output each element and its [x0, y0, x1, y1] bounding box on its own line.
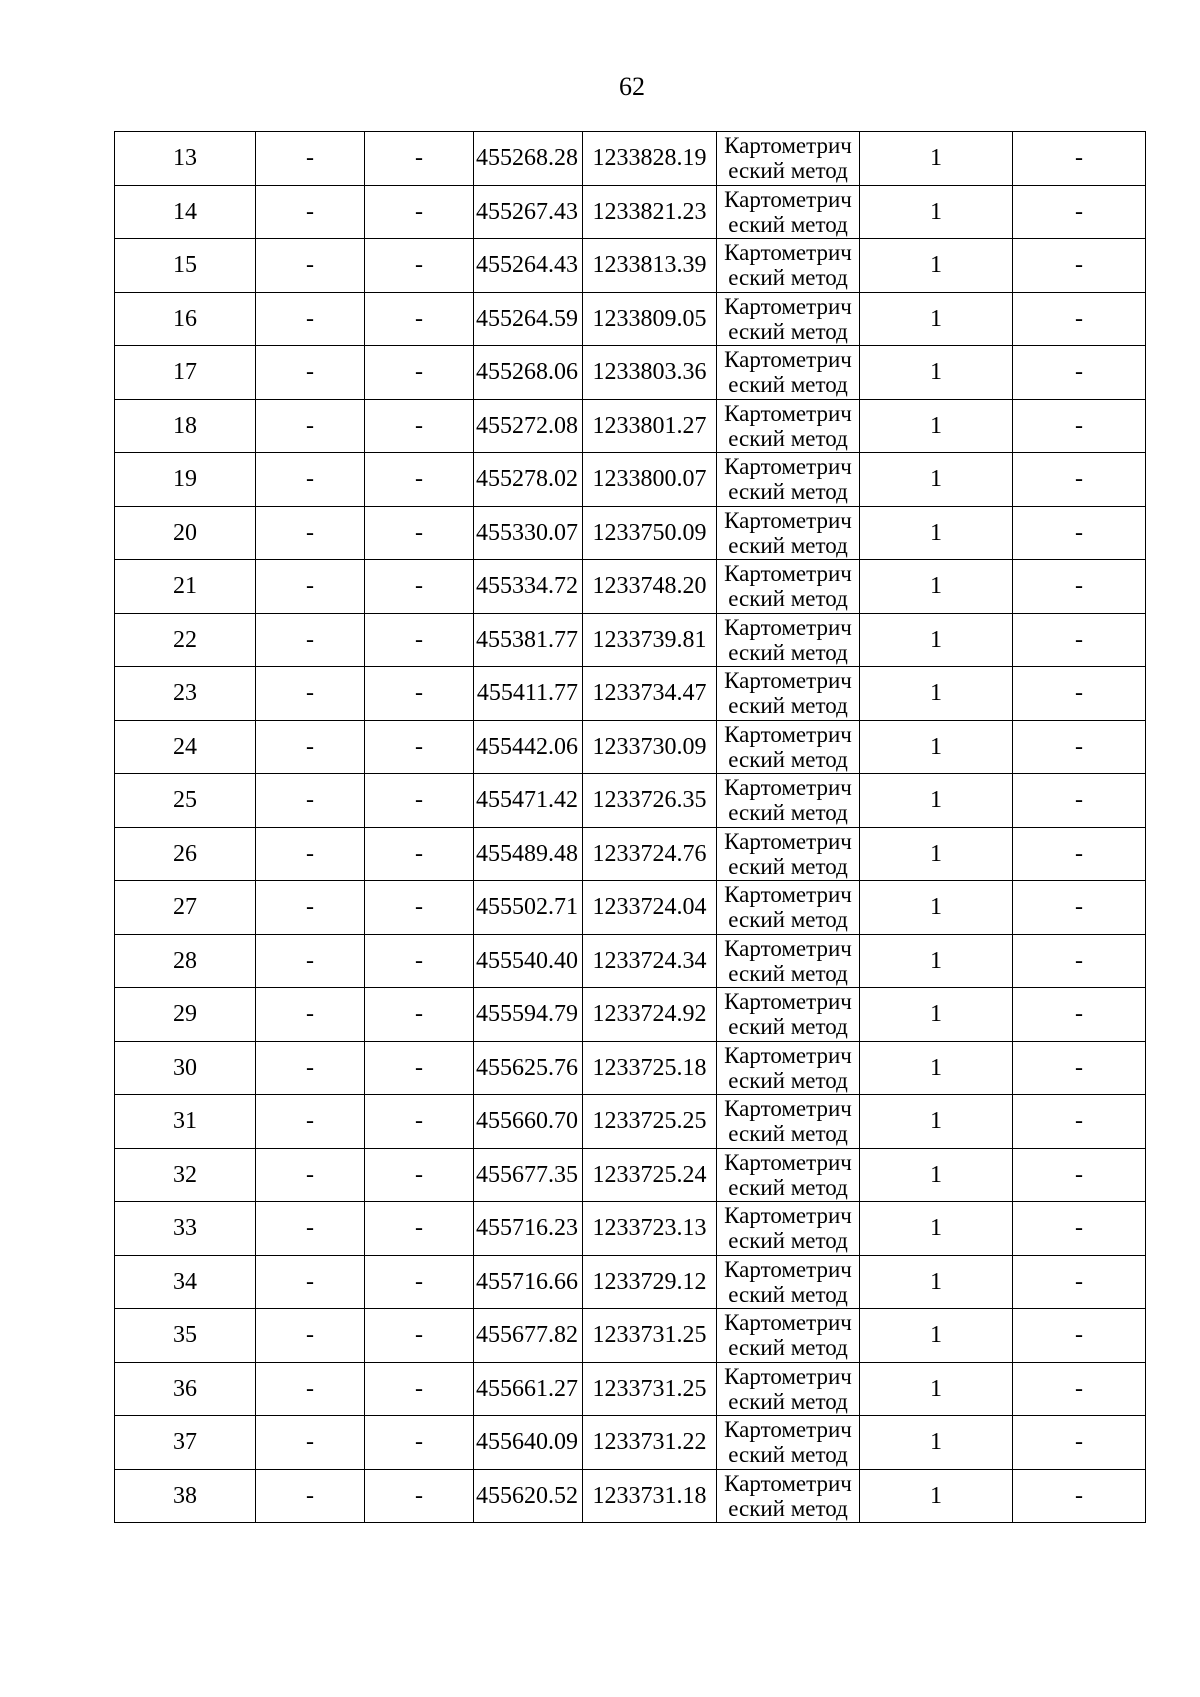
point-number-cell: 25	[115, 774, 256, 828]
method-cell: Картометрический метод	[717, 613, 860, 667]
note-cell: -	[1013, 453, 1146, 507]
x-coordinate-cell: 455268.28	[474, 132, 583, 186]
accuracy-cell: 1	[860, 132, 1013, 186]
accuracy-cell: 1	[860, 1362, 1013, 1416]
empty-value-cell: -	[256, 720, 365, 774]
accuracy-cell: 1	[860, 399, 1013, 453]
empty-value-cell: -	[256, 934, 365, 988]
y-coordinate-cell: 1233731.25	[583, 1309, 717, 1363]
empty-value-cell: -	[256, 1416, 365, 1470]
accuracy-cell: 1	[860, 934, 1013, 988]
accuracy-cell: 1	[860, 827, 1013, 881]
y-coordinate-cell: 1233723.13	[583, 1202, 717, 1256]
y-coordinate-cell: 1233801.27	[583, 399, 717, 453]
method-cell: Картометрический метод	[717, 934, 860, 988]
empty-value-cell: -	[256, 988, 365, 1042]
y-coordinate-cell: 1233809.05	[583, 292, 717, 346]
method-cell: Картометрический метод	[717, 827, 860, 881]
y-coordinate-cell: 1233750.09	[583, 506, 717, 560]
empty-value-cell: -	[365, 292, 474, 346]
empty-value-cell: -	[256, 239, 365, 293]
empty-value-cell: -	[365, 1041, 474, 1095]
x-coordinate-cell: 455660.70	[474, 1095, 583, 1149]
y-coordinate-cell: 1233725.25	[583, 1095, 717, 1149]
method-cell: Картометрический метод	[717, 185, 860, 239]
x-coordinate-cell: 455264.59	[474, 292, 583, 346]
note-cell: -	[1013, 1469, 1146, 1523]
empty-value-cell: -	[365, 185, 474, 239]
empty-value-cell: -	[365, 827, 474, 881]
empty-value-cell: -	[256, 881, 365, 935]
x-coordinate-cell: 455489.48	[474, 827, 583, 881]
method-cell: Картометрический метод	[717, 132, 860, 186]
method-cell: Картометрический метод	[717, 1202, 860, 1256]
table-row	[115, 1362, 1146, 1416]
method-cell: Картометрический метод	[717, 506, 860, 560]
accuracy-cell: 1	[860, 560, 1013, 614]
note-cell: -	[1013, 1148, 1146, 1202]
x-coordinate-cell: 455411.77	[474, 667, 583, 721]
accuracy-cell: 1	[860, 1041, 1013, 1095]
empty-value-cell: -	[256, 827, 365, 881]
empty-value-cell: -	[365, 132, 474, 186]
note-cell: -	[1013, 827, 1146, 881]
empty-value-cell: -	[365, 346, 474, 400]
method-cell: Картометрический метод	[717, 1416, 860, 1470]
note-cell: -	[1013, 1416, 1146, 1470]
empty-value-cell: -	[256, 1255, 365, 1309]
table-body	[115, 132, 1146, 1523]
method-cell: Картометрический метод	[717, 667, 860, 721]
point-number-cell: 38	[115, 1469, 256, 1523]
method-cell: Картометрический метод	[717, 1309, 860, 1363]
note-cell: -	[1013, 132, 1146, 186]
x-coordinate-cell: 455442.06	[474, 720, 583, 774]
accuracy-cell: 1	[860, 185, 1013, 239]
method-cell: Картометрический метод	[717, 1255, 860, 1309]
empty-value-cell: -	[365, 881, 474, 935]
table-row	[115, 934, 1146, 988]
empty-value-cell: -	[256, 667, 365, 721]
method-cell: Картометрический метод	[717, 292, 860, 346]
empty-value-cell: -	[365, 1362, 474, 1416]
accuracy-cell: 1	[860, 774, 1013, 828]
empty-value-cell: -	[365, 667, 474, 721]
accuracy-cell: 1	[860, 453, 1013, 507]
method-cell: Картометрический метод	[717, 453, 860, 507]
accuracy-cell: 1	[860, 667, 1013, 721]
point-number-cell: 17	[115, 346, 256, 400]
empty-value-cell: -	[256, 185, 365, 239]
y-coordinate-cell: 1233731.18	[583, 1469, 717, 1523]
y-coordinate-cell: 1233731.22	[583, 1416, 717, 1470]
accuracy-cell: 1	[860, 881, 1013, 935]
accuracy-cell: 1	[860, 1309, 1013, 1363]
table-row	[115, 881, 1146, 935]
x-coordinate-cell: 455594.79	[474, 988, 583, 1042]
accuracy-cell: 1	[860, 720, 1013, 774]
note-cell: -	[1013, 1095, 1146, 1149]
accuracy-cell: 1	[860, 988, 1013, 1042]
empty-value-cell: -	[365, 1416, 474, 1470]
point-number-cell: 22	[115, 613, 256, 667]
empty-value-cell: -	[256, 132, 365, 186]
accuracy-cell: 1	[860, 292, 1013, 346]
y-coordinate-cell: 1233803.36	[583, 346, 717, 400]
x-coordinate-cell: 455264.43	[474, 239, 583, 293]
point-number-cell: 23	[115, 667, 256, 721]
empty-value-cell: -	[256, 1309, 365, 1363]
empty-value-cell: -	[256, 774, 365, 828]
empty-value-cell: -	[256, 1469, 365, 1523]
method-cell: Картометрический метод	[717, 560, 860, 614]
point-number-cell: 26	[115, 827, 256, 881]
empty-value-cell: -	[256, 1362, 365, 1416]
table-row	[115, 185, 1146, 239]
table-row	[115, 613, 1146, 667]
accuracy-cell: 1	[860, 346, 1013, 400]
note-cell: -	[1013, 1202, 1146, 1256]
empty-value-cell: -	[256, 453, 365, 507]
accuracy-cell: 1	[860, 1416, 1013, 1470]
x-coordinate-cell: 455661.27	[474, 1362, 583, 1416]
point-number-cell: 13	[115, 132, 256, 186]
point-number-cell: 20	[115, 506, 256, 560]
point-number-cell: 35	[115, 1309, 256, 1363]
x-coordinate-cell: 455640.09	[474, 1416, 583, 1470]
note-cell: -	[1013, 613, 1146, 667]
empty-value-cell: -	[365, 453, 474, 507]
empty-value-cell: -	[256, 1041, 365, 1095]
empty-value-cell: -	[365, 506, 474, 560]
y-coordinate-cell: 1233828.19	[583, 132, 717, 186]
x-coordinate-cell: 455267.43	[474, 185, 583, 239]
x-coordinate-cell: 455620.52	[474, 1469, 583, 1523]
method-cell: Картометрический метод	[717, 881, 860, 935]
empty-value-cell: -	[365, 988, 474, 1042]
accuracy-cell: 1	[860, 239, 1013, 293]
method-cell: Картометрический метод	[717, 988, 860, 1042]
table-row	[115, 1148, 1146, 1202]
point-number-cell: 29	[115, 988, 256, 1042]
table-row	[115, 1309, 1146, 1363]
table-row	[115, 827, 1146, 881]
x-coordinate-cell: 455268.06	[474, 346, 583, 400]
y-coordinate-cell: 1233725.18	[583, 1041, 717, 1095]
note-cell: -	[1013, 720, 1146, 774]
accuracy-cell: 1	[860, 1095, 1013, 1149]
accuracy-cell: 1	[860, 506, 1013, 560]
y-coordinate-cell: 1233726.35	[583, 774, 717, 828]
method-cell: Картометрический метод	[717, 239, 860, 293]
accuracy-cell: 1	[860, 613, 1013, 667]
x-coordinate-cell: 455677.35	[474, 1148, 583, 1202]
accuracy-cell: 1	[860, 1202, 1013, 1256]
table-row	[115, 1469, 1146, 1523]
table-row	[115, 720, 1146, 774]
empty-value-cell: -	[256, 1095, 365, 1149]
table-row	[115, 239, 1146, 293]
table-row	[115, 1416, 1146, 1470]
x-coordinate-cell: 455334.72	[474, 560, 583, 614]
point-number-cell: 18	[115, 399, 256, 453]
point-number-cell: 34	[115, 1255, 256, 1309]
method-cell: Картометрический метод	[717, 720, 860, 774]
y-coordinate-cell: 1233724.76	[583, 827, 717, 881]
note-cell: -	[1013, 1255, 1146, 1309]
note-cell: -	[1013, 1041, 1146, 1095]
point-number-cell: 30	[115, 1041, 256, 1095]
table-row	[115, 1095, 1146, 1149]
method-cell: Картометрический метод	[717, 1041, 860, 1095]
table-row	[115, 346, 1146, 400]
empty-value-cell: -	[365, 560, 474, 614]
empty-value-cell: -	[365, 613, 474, 667]
note-cell: -	[1013, 881, 1146, 935]
point-number-cell: 37	[115, 1416, 256, 1470]
y-coordinate-cell: 1233724.04	[583, 881, 717, 935]
note-cell: -	[1013, 1362, 1146, 1416]
empty-value-cell: -	[256, 1148, 365, 1202]
table-row	[115, 988, 1146, 1042]
accuracy-cell: 1	[860, 1469, 1013, 1523]
empty-value-cell: -	[365, 1095, 474, 1149]
empty-value-cell: -	[365, 1148, 474, 1202]
empty-value-cell: -	[365, 720, 474, 774]
empty-value-cell: -	[365, 1202, 474, 1256]
note-cell: -	[1013, 560, 1146, 614]
empty-value-cell: -	[365, 399, 474, 453]
method-cell: Картометрический метод	[717, 399, 860, 453]
table-row	[115, 132, 1146, 186]
point-number-cell: 28	[115, 934, 256, 988]
empty-value-cell: -	[256, 506, 365, 560]
table-row	[115, 774, 1146, 828]
point-number-cell: 36	[115, 1362, 256, 1416]
method-cell: Картометрический метод	[717, 1095, 860, 1149]
note-cell: -	[1013, 239, 1146, 293]
point-number-cell: 27	[115, 881, 256, 935]
empty-value-cell: -	[256, 292, 365, 346]
empty-value-cell: -	[365, 239, 474, 293]
y-coordinate-cell: 1233813.39	[583, 239, 717, 293]
point-number-cell: 33	[115, 1202, 256, 1256]
note-cell: -	[1013, 988, 1146, 1042]
accuracy-cell: 1	[860, 1148, 1013, 1202]
y-coordinate-cell: 1233734.47	[583, 667, 717, 721]
point-number-cell: 19	[115, 453, 256, 507]
table-row	[115, 1202, 1146, 1256]
x-coordinate-cell: 455278.02	[474, 453, 583, 507]
x-coordinate-cell: 455502.71	[474, 881, 583, 935]
empty-value-cell: -	[365, 1469, 474, 1523]
point-number-cell: 32	[115, 1148, 256, 1202]
note-cell: -	[1013, 292, 1146, 346]
y-coordinate-cell: 1233800.07	[583, 453, 717, 507]
point-number-cell: 24	[115, 720, 256, 774]
point-number-cell: 15	[115, 239, 256, 293]
point-number-cell: 14	[115, 185, 256, 239]
table-row	[115, 453, 1146, 507]
note-cell: -	[1013, 934, 1146, 988]
point-number-cell: 16	[115, 292, 256, 346]
note-cell: -	[1013, 1309, 1146, 1363]
point-number-cell: 21	[115, 560, 256, 614]
x-coordinate-cell: 455625.76	[474, 1041, 583, 1095]
y-coordinate-cell: 1233724.34	[583, 934, 717, 988]
point-number-cell: 31	[115, 1095, 256, 1149]
empty-value-cell: -	[365, 774, 474, 828]
empty-value-cell: -	[256, 346, 365, 400]
x-coordinate-cell: 455330.07	[474, 506, 583, 560]
note-cell: -	[1013, 346, 1146, 400]
x-coordinate-cell: 455540.40	[474, 934, 583, 988]
empty-value-cell: -	[365, 1255, 474, 1309]
y-coordinate-cell: 1233748.20	[583, 560, 717, 614]
page-number: 62	[619, 72, 645, 101]
x-coordinate-cell: 455471.42	[474, 774, 583, 828]
x-coordinate-cell: 455381.77	[474, 613, 583, 667]
method-cell: Картометрический метод	[717, 1362, 860, 1416]
y-coordinate-cell: 1233724.92	[583, 988, 717, 1042]
table-row	[115, 506, 1146, 560]
table-row	[115, 667, 1146, 721]
y-coordinate-cell: 1233725.24	[583, 1148, 717, 1202]
empty-value-cell: -	[256, 399, 365, 453]
x-coordinate-cell: 455272.08	[474, 399, 583, 453]
accuracy-cell: 1	[860, 1255, 1013, 1309]
y-coordinate-cell: 1233731.25	[583, 1362, 717, 1416]
table-row	[115, 1255, 1146, 1309]
empty-value-cell: -	[256, 613, 365, 667]
y-coordinate-cell: 1233821.23	[583, 185, 717, 239]
coordinates-table	[114, 131, 1146, 1523]
empty-value-cell: -	[256, 1202, 365, 1256]
y-coordinate-cell: 1233739.81	[583, 613, 717, 667]
note-cell: -	[1013, 774, 1146, 828]
note-cell: -	[1013, 506, 1146, 560]
y-coordinate-cell: 1233730.09	[583, 720, 717, 774]
y-coordinate-cell: 1233729.12	[583, 1255, 717, 1309]
empty-value-cell: -	[365, 1309, 474, 1363]
method-cell: Картометрический метод	[717, 1148, 860, 1202]
empty-value-cell: -	[256, 560, 365, 614]
method-cell: Картометрический метод	[717, 346, 860, 400]
method-cell: Картометрический метод	[717, 1469, 860, 1523]
x-coordinate-cell: 455716.66	[474, 1255, 583, 1309]
empty-value-cell: -	[365, 934, 474, 988]
table-row	[115, 399, 1146, 453]
note-cell: -	[1013, 667, 1146, 721]
table-row	[115, 560, 1146, 614]
table-row	[115, 292, 1146, 346]
method-cell: Картометрический метод	[717, 774, 860, 828]
note-cell: -	[1013, 399, 1146, 453]
x-coordinate-cell: 455716.23	[474, 1202, 583, 1256]
x-coordinate-cell: 455677.82	[474, 1309, 583, 1363]
note-cell: -	[1013, 185, 1146, 239]
table-row	[115, 1041, 1146, 1095]
